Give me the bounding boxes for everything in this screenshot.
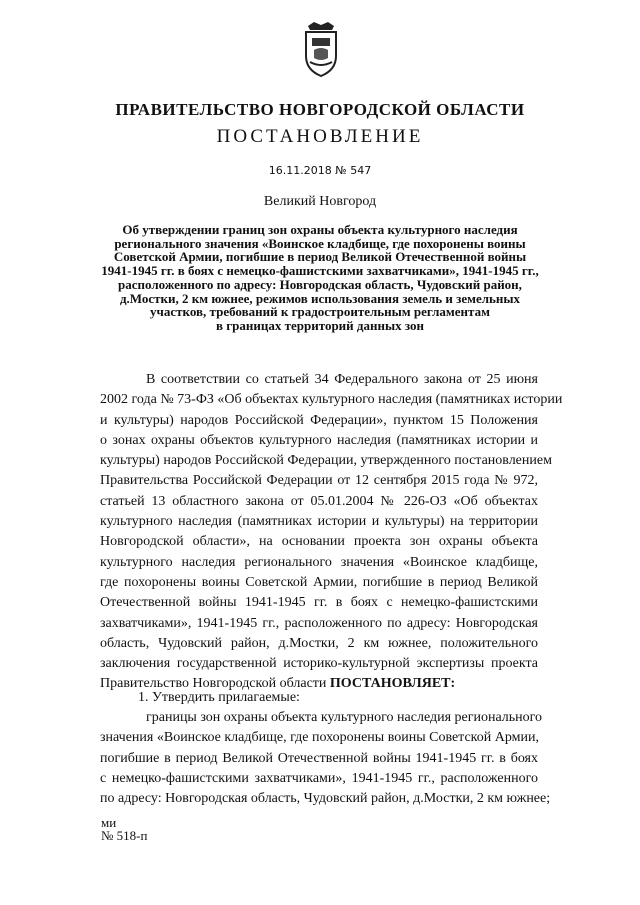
paragraph-line: культуры) народов Российской Федерации, утвержденного постановлением bbox=[100, 453, 552, 469]
footer-reference: № 518-п bbox=[101, 828, 148, 843]
paragraph-line: о зонах охраны объектов культурного наследия (памятниках истории и bbox=[100, 432, 538, 448]
paragraph-line: границы зон охраны объекта культурного наследия регионального bbox=[146, 710, 543, 725]
heading-line: в границах территорий данных зон bbox=[216, 317, 424, 333]
document-type: ПОСТАНОВЛЕНИЕ bbox=[216, 126, 424, 147]
heading-line: участков, требований к градостроительным регламентам bbox=[150, 304, 490, 320]
document-city: Великий Новгород bbox=[263, 194, 377, 209]
resolves-keyword: ПОСТАНОВЛЯЕТ: bbox=[329, 676, 456, 692]
paragraph-line: Отечественной войны 1941-1945 гг. в боях с немецко-фашистскими bbox=[100, 595, 538, 611]
footer-initials: ми bbox=[101, 815, 117, 830]
paragraph-line: по адресу: Новгородская область, Чудовский район, д.Мостки, 2 км южнее; bbox=[100, 791, 551, 807]
paragraph-line-last: Правительство Новгородской области ПОСТАНОВЛЯЕТ: bbox=[100, 676, 456, 692]
paragraph-line: где похоронены воины Советской Армии, погибшие в период Великой bbox=[100, 574, 538, 590]
paragraph-line: культурного наследия регионального значения «Воинское кладбище, bbox=[100, 554, 538, 570]
heading-line: 1941-1945 гг. в боях с немецко-фашистскими захватчиками», 1941-1945 гг., bbox=[101, 263, 539, 279]
paragraph-line: Новгородской области», на основании проекта зон охраны объекта bbox=[100, 534, 538, 550]
document-heading bbox=[100, 223, 540, 333]
heading-line: Советской Армии, погибшие в период Великой Отечественной войны bbox=[113, 249, 527, 265]
item-1-text bbox=[100, 708, 551, 809]
paragraph-line: погибшие в период Великой Отечественной войны 1941-1945 гг. в боях bbox=[100, 750, 538, 766]
heading-line: расположенного по адресу: Новгородская область, Чудовский район, bbox=[118, 276, 522, 292]
paragraph-line: 2002 года № 73-ФЗ «Об объектах культурного наследия (памятниках истории bbox=[100, 392, 563, 408]
paragraph-line: захватчиками», 1941-1945 гг., расположенного по адресу: Новгородская bbox=[100, 615, 538, 631]
coat-of-arms-icon bbox=[300, 20, 342, 78]
heading-line: регионального значения «Воинское кладбище, где похоронены воины bbox=[114, 235, 526, 251]
paragraph-line: заключения государственной историко-культурной экспертизы проекта bbox=[100, 656, 538, 672]
document-date-number: 16.11.2018 № 547 bbox=[268, 164, 372, 177]
paragraph-line: значения «Воинское кладбище, где похоронены воины Советской Армии, bbox=[100, 730, 540, 746]
heading-line: Об утверждении границ зон охраны объекта культурного наследия bbox=[122, 222, 518, 237]
document-footer bbox=[101, 816, 147, 842]
heading-line: д.Мостки, 2 км южнее, режимов использования земель и земельных bbox=[119, 290, 521, 306]
paragraph-line: Правительства Российской Федерации от 12 сентября 2015 года № 972, bbox=[100, 473, 538, 489]
paragraph-line: область, Чудовский район, д.Мостки, 2 км южнее, положительного bbox=[100, 635, 538, 651]
item-1-label: 1. Утвердить прилагаемые: bbox=[138, 690, 300, 705]
paragraph-line: В соответствии со статьей 34 Федерального закона от 25 июня bbox=[146, 372, 538, 387]
paragraph-line: с немецко-фашистскими захватчиками», 1941-1945 гг., расположенного bbox=[100, 770, 538, 786]
paragraph-line: культурного наследия (памятниках истории и культуры) на территории bbox=[100, 514, 538, 530]
government-name: ПРАВИТЕЛЬСТВО НОВГОРОДСКОЙ ОБЛАСТИ bbox=[115, 100, 525, 119]
paragraph-line: и культуры) народов Российской Федерации», пунктом 15 Положения bbox=[100, 412, 538, 428]
intro-paragraph bbox=[100, 370, 563, 695]
paragraph-line: статьей 13 областного закона от 05.01.2004 № 226-ОЗ «Об объектах bbox=[100, 493, 538, 509]
